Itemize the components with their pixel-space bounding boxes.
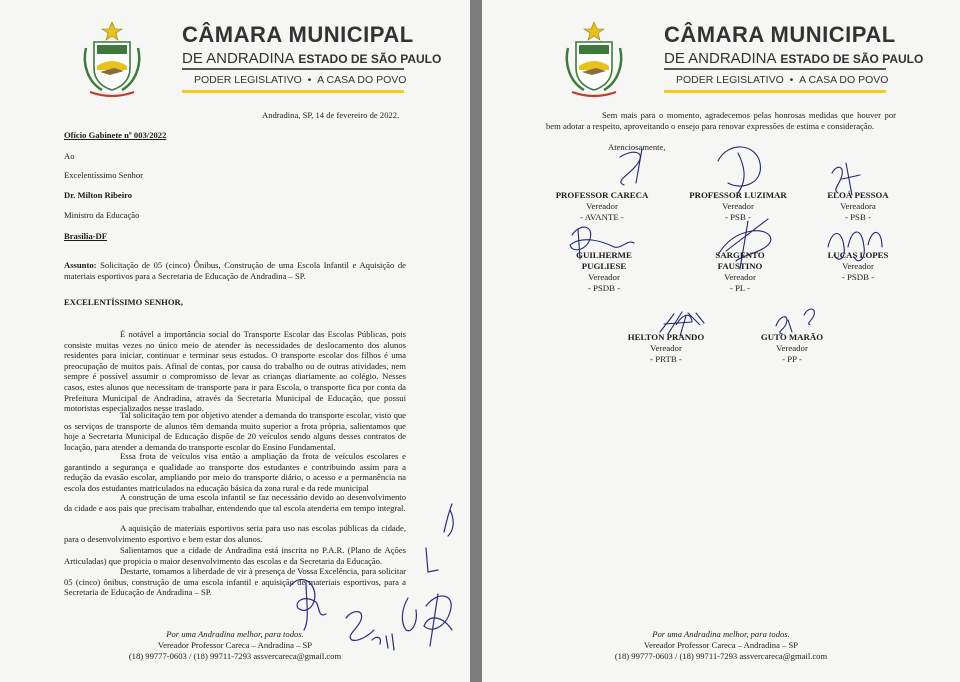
signatory-guilherme-pugliese <box>544 250 664 294</box>
chamber-state: ESTADO DE SÃO PAULO <box>298 52 442 66</box>
signatory-name: PROFESSOR LUZIMAR <box>689 190 787 200</box>
footer-author: Vereador Professor Careca – Andradina – SP <box>157 640 313 650</box>
header-divider <box>664 68 886 70</box>
body-paragraph-5: A aquisição de materiais esportivos seria para uso nas escolas públicas da cidade, para o desenvolvimento esportivo e bem estar dos alunos. <box>64 523 406 544</box>
recipient-title: Ministro da Educação <box>64 210 140 220</box>
header-yellow-rule <box>664 90 886 93</box>
chamber-title: CÂMARA MUNICIPAL <box>182 22 414 47</box>
chamber-subtitle <box>664 50 923 67</box>
footer-contact: (18) 99777-0603 / (18) 99711-7293 assvercareca@gmail.com <box>614 651 828 661</box>
body-paragraph-4: A construção de uma escola infantil se faz necessário devido ao desenvolvimento da cidade e aos pais que precisam trabalhar, entendendo que tal escola atenderia em tempo integral. <box>64 492 406 513</box>
signatory-professor-careca <box>542 190 662 223</box>
legislative-line <box>194 74 406 86</box>
signatory-name: GUTO MARÃO <box>760 332 824 342</box>
body-paragraph-2: Tal solicitação tem por objetivo atender a demanda do transporte escolar, visto que os serviços de transporte de alunos têm demanda muito superior a frota própria, salientamos que hoje a Secretaria Municipal de Educação dispõe de 20 veículos sendo alguns desses contratos de locação, para atender a demanda do transporte escolar do Ensino Fundamental. <box>64 410 406 452</box>
signatory-professor-luzimar <box>678 190 798 223</box>
body-paragraph-7: Destarte, tomamos a liberdade de vir à presença de Vossa Excelência, para solicitar 05 (cinco) ônibus, construção de uma escola infantil e aquisição de materiais esportivos, para a Secretaria de Educação de Andradina – SP. <box>64 566 406 598</box>
office-reference: Ofício Gabinete nº 003/2022 <box>64 130 167 140</box>
signatory-lucas-lopes <box>798 250 918 283</box>
coat-of-arms-icon <box>80 20 144 102</box>
signatory-party: - PSDB - <box>841 272 875 282</box>
signatory-guto-marao <box>732 332 852 365</box>
signatory-party: - PRTB - <box>650 354 682 364</box>
signatory-role: Vereadora <box>840 201 876 211</box>
header-yellow-rule <box>182 90 404 93</box>
footer-slogan: Por uma Andradina melhor, para todos. <box>652 629 790 639</box>
chamber-subtitle <box>182 50 441 67</box>
signatory-party: - PL - <box>729 283 751 293</box>
body-paragraph-1: É notável a importância social do Transporte Escolar das Escolas Públicas, pois consiste muitas vezes no único meio de atender às necessidades de deslocamento dos alunos residentes para iniciar, continuar e terminar seus estudos. O transporte escolar dos filhos é uma preocupação de muitos pais. Afinal de contas, por causa do trabalho ou de outras atividades, nem sempre é possível assumir o compromisso de levar as crianças diariamente ao colégio. Nesses casos, estes alunos que necessitam de transporte para ir para Escola, o transporte fica por conta da Prefeitura Municipal de Andradina, através da Secretaria Municipal de Educação, que possui motoristas especializados nesse traslado. <box>64 329 406 414</box>
closing-paragraph: Sem mais para o momento, agradecemos pelas honrosas medidas que houver por bem adotar a respeito, aproveitando o ensejo para renovar expressões de estima e consideração. <box>546 110 896 131</box>
signatory-role: Vereador <box>842 261 874 271</box>
signatory-role: Vereador <box>724 272 756 282</box>
signatory-role: Vereador <box>776 343 808 353</box>
body-paragraph-3: Essa frota de veículos visa então a ampliação da frota de veículos escolares e garantindo a segurança e qualidade ao transporte dos estudantes e contribuindo assim para a redução da evasão escolar, ampliando por meio do transporte diário, o acesso e a permanência na escola dos estudantes matriculados na educação básica da zona rural e da rede municipal <box>64 451 406 493</box>
signatory-name: GUILHERME PUGLIESE <box>576 250 632 271</box>
subject-label: Assunto: <box>64 260 97 270</box>
signatory-role: Vereador <box>586 201 618 211</box>
signatory-name: HELTON PRANDO <box>627 332 705 342</box>
footer-slogan: Por uma Andradina melhor, para todos. <box>166 629 304 639</box>
addressee-to: Ao <box>64 151 75 161</box>
signatory-party: - PSB - <box>845 212 871 222</box>
body-paragraph-6: Salientamos que a cidade de Andradina está inscrita no P.A.R. (Plano de Ações Articuladas) que propicia o maior desenvolvimento das escolas e da Secretaria da Educação. <box>64 545 406 566</box>
letter-page-left <box>0 0 470 682</box>
chamber-state: ESTADO DE SÃO PAULO <box>780 52 924 66</box>
vereadores-signatures-icon <box>542 135 922 325</box>
bullet-separator: • <box>789 74 794 86</box>
signatory-name: LUCAS LOPES <box>827 250 889 260</box>
recipient-city: Brasília-DF <box>64 231 107 241</box>
chamber-city: DE ANDRADINA <box>664 50 777 67</box>
coat-of-arms-icon <box>562 20 626 102</box>
signatory-role: Vereador <box>722 201 754 211</box>
recipient-name: Dr. Milton Ribeiro <box>64 190 133 200</box>
regards: Atenciosamente, <box>608 142 666 152</box>
signatory-name: SARGENTO FAUSTINO <box>715 250 765 271</box>
chamber-city: DE ANDRADINA <box>182 50 295 67</box>
subject-text: Solicitação de 05 (cinco) Ônibus, Construção de uma Escola Infantil e Aquisição de materiais esportivos para a Secretaria de Educação de Andradina – SP. <box>64 260 406 281</box>
signatory-eloa-pessoa <box>798 190 918 223</box>
signatory-party: - PP - <box>782 354 802 364</box>
legislative-label: PODER LEGISLATIVO <box>676 74 784 86</box>
signatory-party: - PSDB - <box>587 283 621 293</box>
footer-author: Vereador Professor Careca – Andradina – SP <box>643 640 799 650</box>
bullet-separator: • <box>307 74 312 86</box>
signatory-sargento-faustino <box>680 250 800 294</box>
signatory-party: - AVANTE - <box>580 212 624 222</box>
signatory-name: PROFESSOR CARECA <box>555 190 649 200</box>
header-divider <box>182 68 404 70</box>
legislative-label: PODER LEGISLATIVO <box>194 74 302 86</box>
motto-label: A CASA DO POVO <box>317 74 407 86</box>
legislative-line <box>676 74 888 86</box>
signatory-party: - PSB - <box>725 212 751 222</box>
signatory-role: Vereador <box>588 272 620 282</box>
greeting: EXCELENTÍSSIMO SENHOR, <box>64 297 183 307</box>
signatory-role: Vereador <box>650 343 682 353</box>
signatory-helton-prando <box>606 332 726 365</box>
letter-page-right <box>482 0 960 682</box>
letter-date: Andradina, SP, 14 de fevereiro de 2022. <box>262 110 400 120</box>
motto-label: A CASA DO POVO <box>799 74 889 86</box>
footer-contact: (18) 99777-0603 / (18) 99711-7293 assvercareca@gmail.com <box>128 651 342 661</box>
signatory-name: ELOÁ PESSOA <box>827 190 889 200</box>
addressee-salutation: Excelentíssimo Senhor <box>64 170 144 180</box>
chamber-title: CÂMARA MUNICIPAL <box>664 22 896 47</box>
subject <box>64 260 406 281</box>
